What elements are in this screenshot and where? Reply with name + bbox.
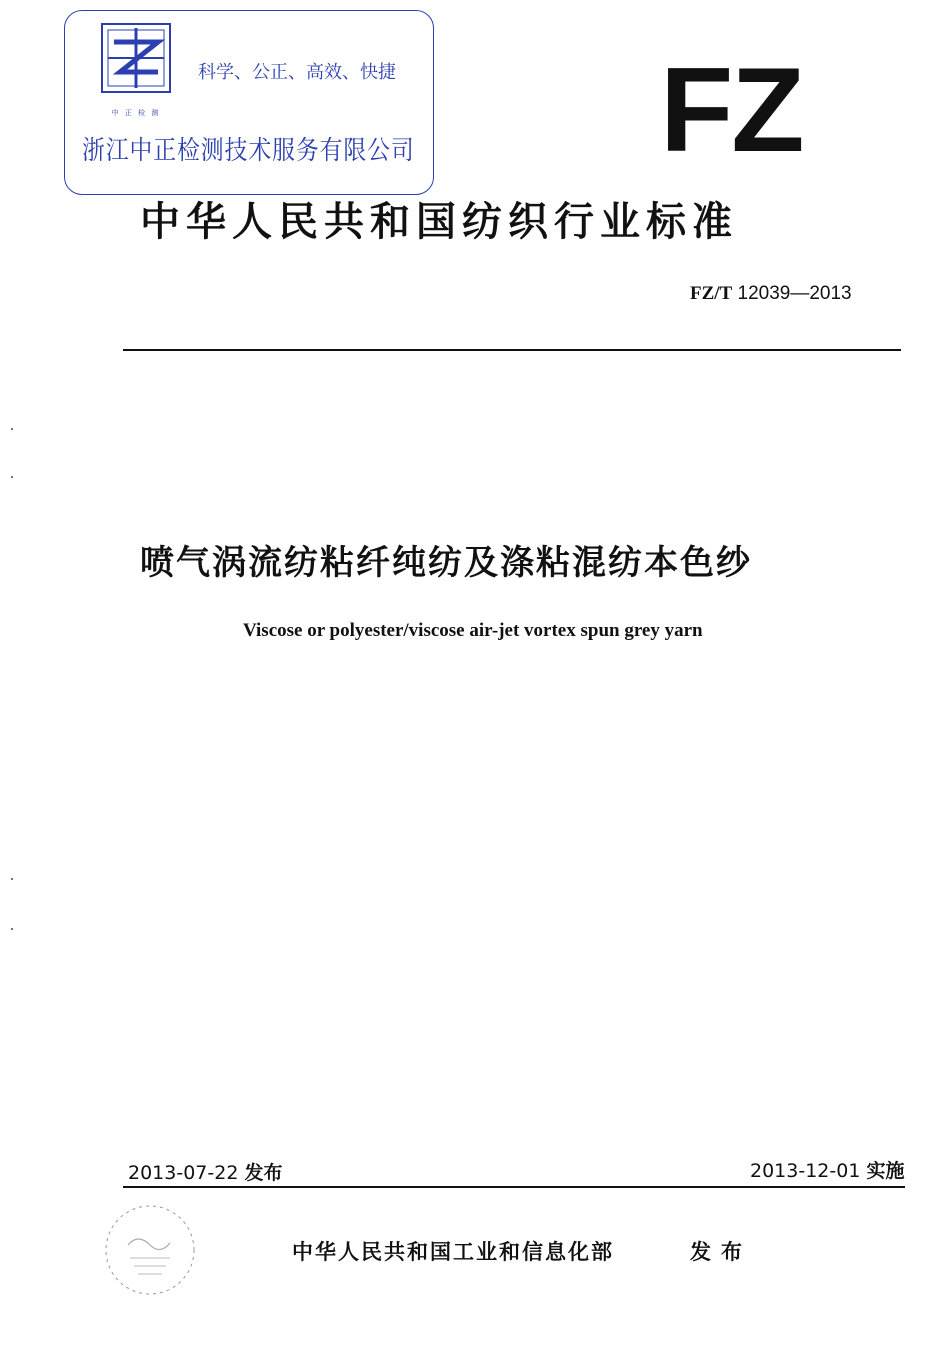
stamp-logo-caption: 中 正 检 测 bbox=[111, 109, 161, 117]
document-title-english: Viscose or polyester/viscose air-jet vortex spun grey yarn bbox=[243, 620, 703, 641]
fz-logo: FZ bbox=[660, 43, 803, 177]
standard-code: 12039—2013 bbox=[737, 283, 852, 304]
stamp-company-name: 浙江中正检测技术服务有限公司 bbox=[82, 136, 415, 166]
scan-dot bbox=[11, 928, 13, 930]
footer-divider bbox=[123, 1186, 905, 1188]
scan-dot bbox=[11, 476, 13, 478]
scan-dot bbox=[11, 878, 13, 880]
implementation-date-label: 实施 bbox=[866, 1160, 905, 1182]
publish-label: 发布 bbox=[690, 1240, 752, 1264]
standard-prefix: FZ/T bbox=[690, 283, 733, 304]
implementation-date bbox=[750, 1156, 904, 1183]
stamp-logo-icon bbox=[100, 22, 172, 94]
header-divider bbox=[123, 349, 901, 351]
issue-date bbox=[128, 1158, 282, 1185]
document-title-chinese: 喷气涡流纺粘纤纯纺及涤粘混纺本色纱 bbox=[140, 543, 752, 583]
issue-date-value: 2013-07-22 bbox=[128, 1162, 239, 1184]
faded-seal-icon bbox=[100, 1200, 200, 1300]
scan-dot bbox=[11, 428, 13, 430]
stamp-slogan: 科学、公正、高效、快捷 bbox=[198, 62, 396, 83]
issue-date-label: 发布 bbox=[244, 1162, 283, 1184]
publisher-name: 中华人民共和国工业和信息化部 bbox=[292, 1240, 614, 1264]
implementation-date-value: 2013-12-01 bbox=[750, 1160, 861, 1182]
standard-category-title: 中华人民共和国纺织行业标准 bbox=[140, 199, 738, 245]
standard-number bbox=[690, 283, 852, 305]
